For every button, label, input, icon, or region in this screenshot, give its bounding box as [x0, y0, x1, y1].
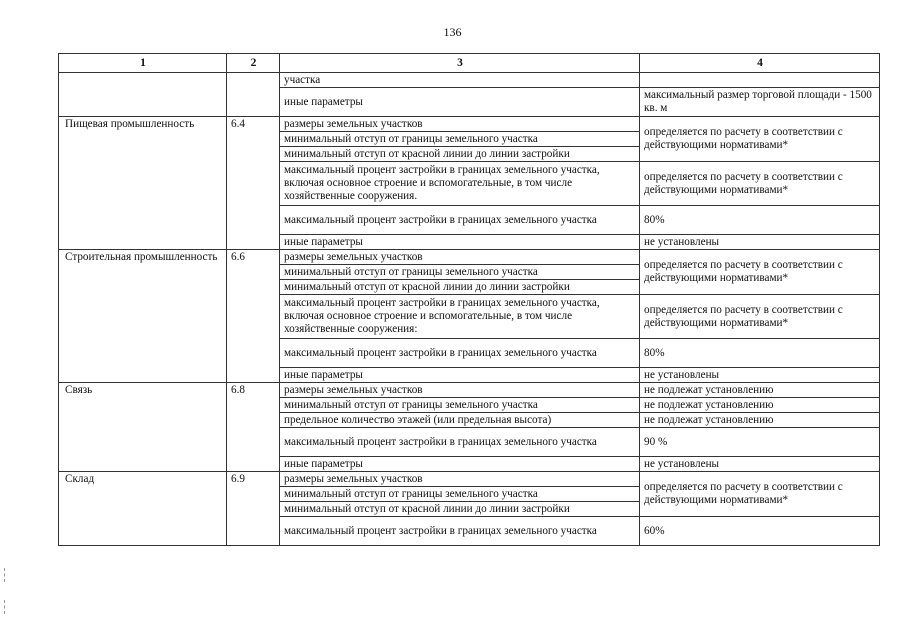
value-cell: 60% [640, 517, 880, 546]
value-cell: 80% [640, 206, 880, 235]
value-cell [640, 73, 880, 88]
param-cell: размеры земельных участков [280, 250, 640, 265]
activity-name-cell: Пищевая промышленность [59, 117, 227, 250]
param-cell: максимальный процент застройки в границах земельного участка, включая основное строение и вспомогательные, в том числе хозяйственные сооружения: [280, 295, 640, 339]
value-cell: определяется по расчету в соответствии с действующими нормативами* [640, 295, 880, 339]
zoning-parameters-table [58, 53, 880, 546]
param-cell: участка [280, 73, 640, 88]
value-cell: не подлежат установлению [640, 383, 880, 398]
param-cell: размеры земельных участков [280, 117, 640, 132]
param-cell: иные параметры [280, 368, 640, 383]
table-row [59, 383, 880, 398]
header-col-1: 1 [59, 54, 227, 73]
table-row [59, 250, 880, 265]
activity-code-cell: 6.9 [227, 472, 280, 546]
param-cell: предельное количество этажей (или предельная высота) [280, 413, 640, 428]
param-cell: минимальный отступ от красной линии до линии застройки [280, 280, 640, 295]
param-cell: максимальный процент застройки в границах земельного участка, включая основное строение и вспомогательные, в том числе хозяйственные сооружения. [280, 162, 640, 206]
param-cell: иные параметры [280, 235, 640, 250]
value-cell: не подлежат установлению [640, 398, 880, 413]
param-cell: иные параметры [280, 457, 640, 472]
value-cell: максимальный размер торговой площади - 1500 кв. м [640, 88, 880, 117]
param-cell: иные параметры [280, 88, 640, 117]
value-cell: 80% [640, 339, 880, 368]
value-cell: не установлены [640, 457, 880, 472]
param-cell: минимальный отступ от границы земельного участка [280, 398, 640, 413]
value-cell: не установлены [640, 235, 880, 250]
param-cell: максимальный процент застройки в границах земельного участка [280, 339, 640, 368]
param-cell: максимальный процент застройки в границах земельного участка [280, 206, 640, 235]
value-cell: определяется по расчету в соответствии с действующими нормативами* [640, 250, 880, 295]
table-row [59, 472, 880, 487]
header-col-3: 3 [280, 54, 640, 73]
value-cell: не подлежат установлению [640, 413, 880, 428]
scan-edge-mark [4, 568, 7, 582]
scan-edge-mark [4, 600, 7, 614]
activity-name-cell: Строительная промышленность [59, 250, 227, 383]
header-col-4: 4 [640, 54, 880, 73]
header-col-2: 2 [227, 54, 280, 73]
activity-code-cell: 6.8 [227, 383, 280, 472]
param-cell: максимальный процент застройки в границах земельного участка [280, 428, 640, 457]
activity-name-cell [59, 73, 227, 117]
param-cell: минимальный отступ от границы земельного участка [280, 265, 640, 280]
param-cell: минимальный отступ от границы земельного участка [280, 132, 640, 147]
page-number: 136 [443, 25, 462, 39]
table-row [59, 117, 880, 132]
param-cell: минимальный отступ от красной линии до линии застройки [280, 147, 640, 162]
header-row [59, 54, 880, 73]
value-cell: 90 % [640, 428, 880, 457]
table-row [59, 73, 880, 88]
activity-code-cell [227, 73, 280, 117]
activity-name-cell: Склад [59, 472, 227, 546]
param-cell: размеры земельных участков [280, 472, 640, 487]
param-cell: максимальный процент застройки в границах земельного участка [280, 517, 640, 546]
value-cell: не установлены [640, 368, 880, 383]
param-cell: минимальный отступ от красной линии до линии застройки [280, 502, 640, 517]
param-cell: размеры земельных участков [280, 383, 640, 398]
value-cell: определяется по расчету в соответствии с действующими нормативами* [640, 117, 880, 162]
activity-name-cell: Связь [59, 383, 227, 472]
param-cell: минимальный отступ от границы земельного участка [280, 487, 640, 502]
activity-code-cell: 6.4 [227, 117, 280, 250]
value-cell: определяется по расчету в соответствии с действующими нормативами* [640, 162, 880, 206]
value-cell: определяется по расчету в соответствии с действующими нормативами* [640, 472, 880, 517]
activity-code-cell: 6.6 [227, 250, 280, 383]
